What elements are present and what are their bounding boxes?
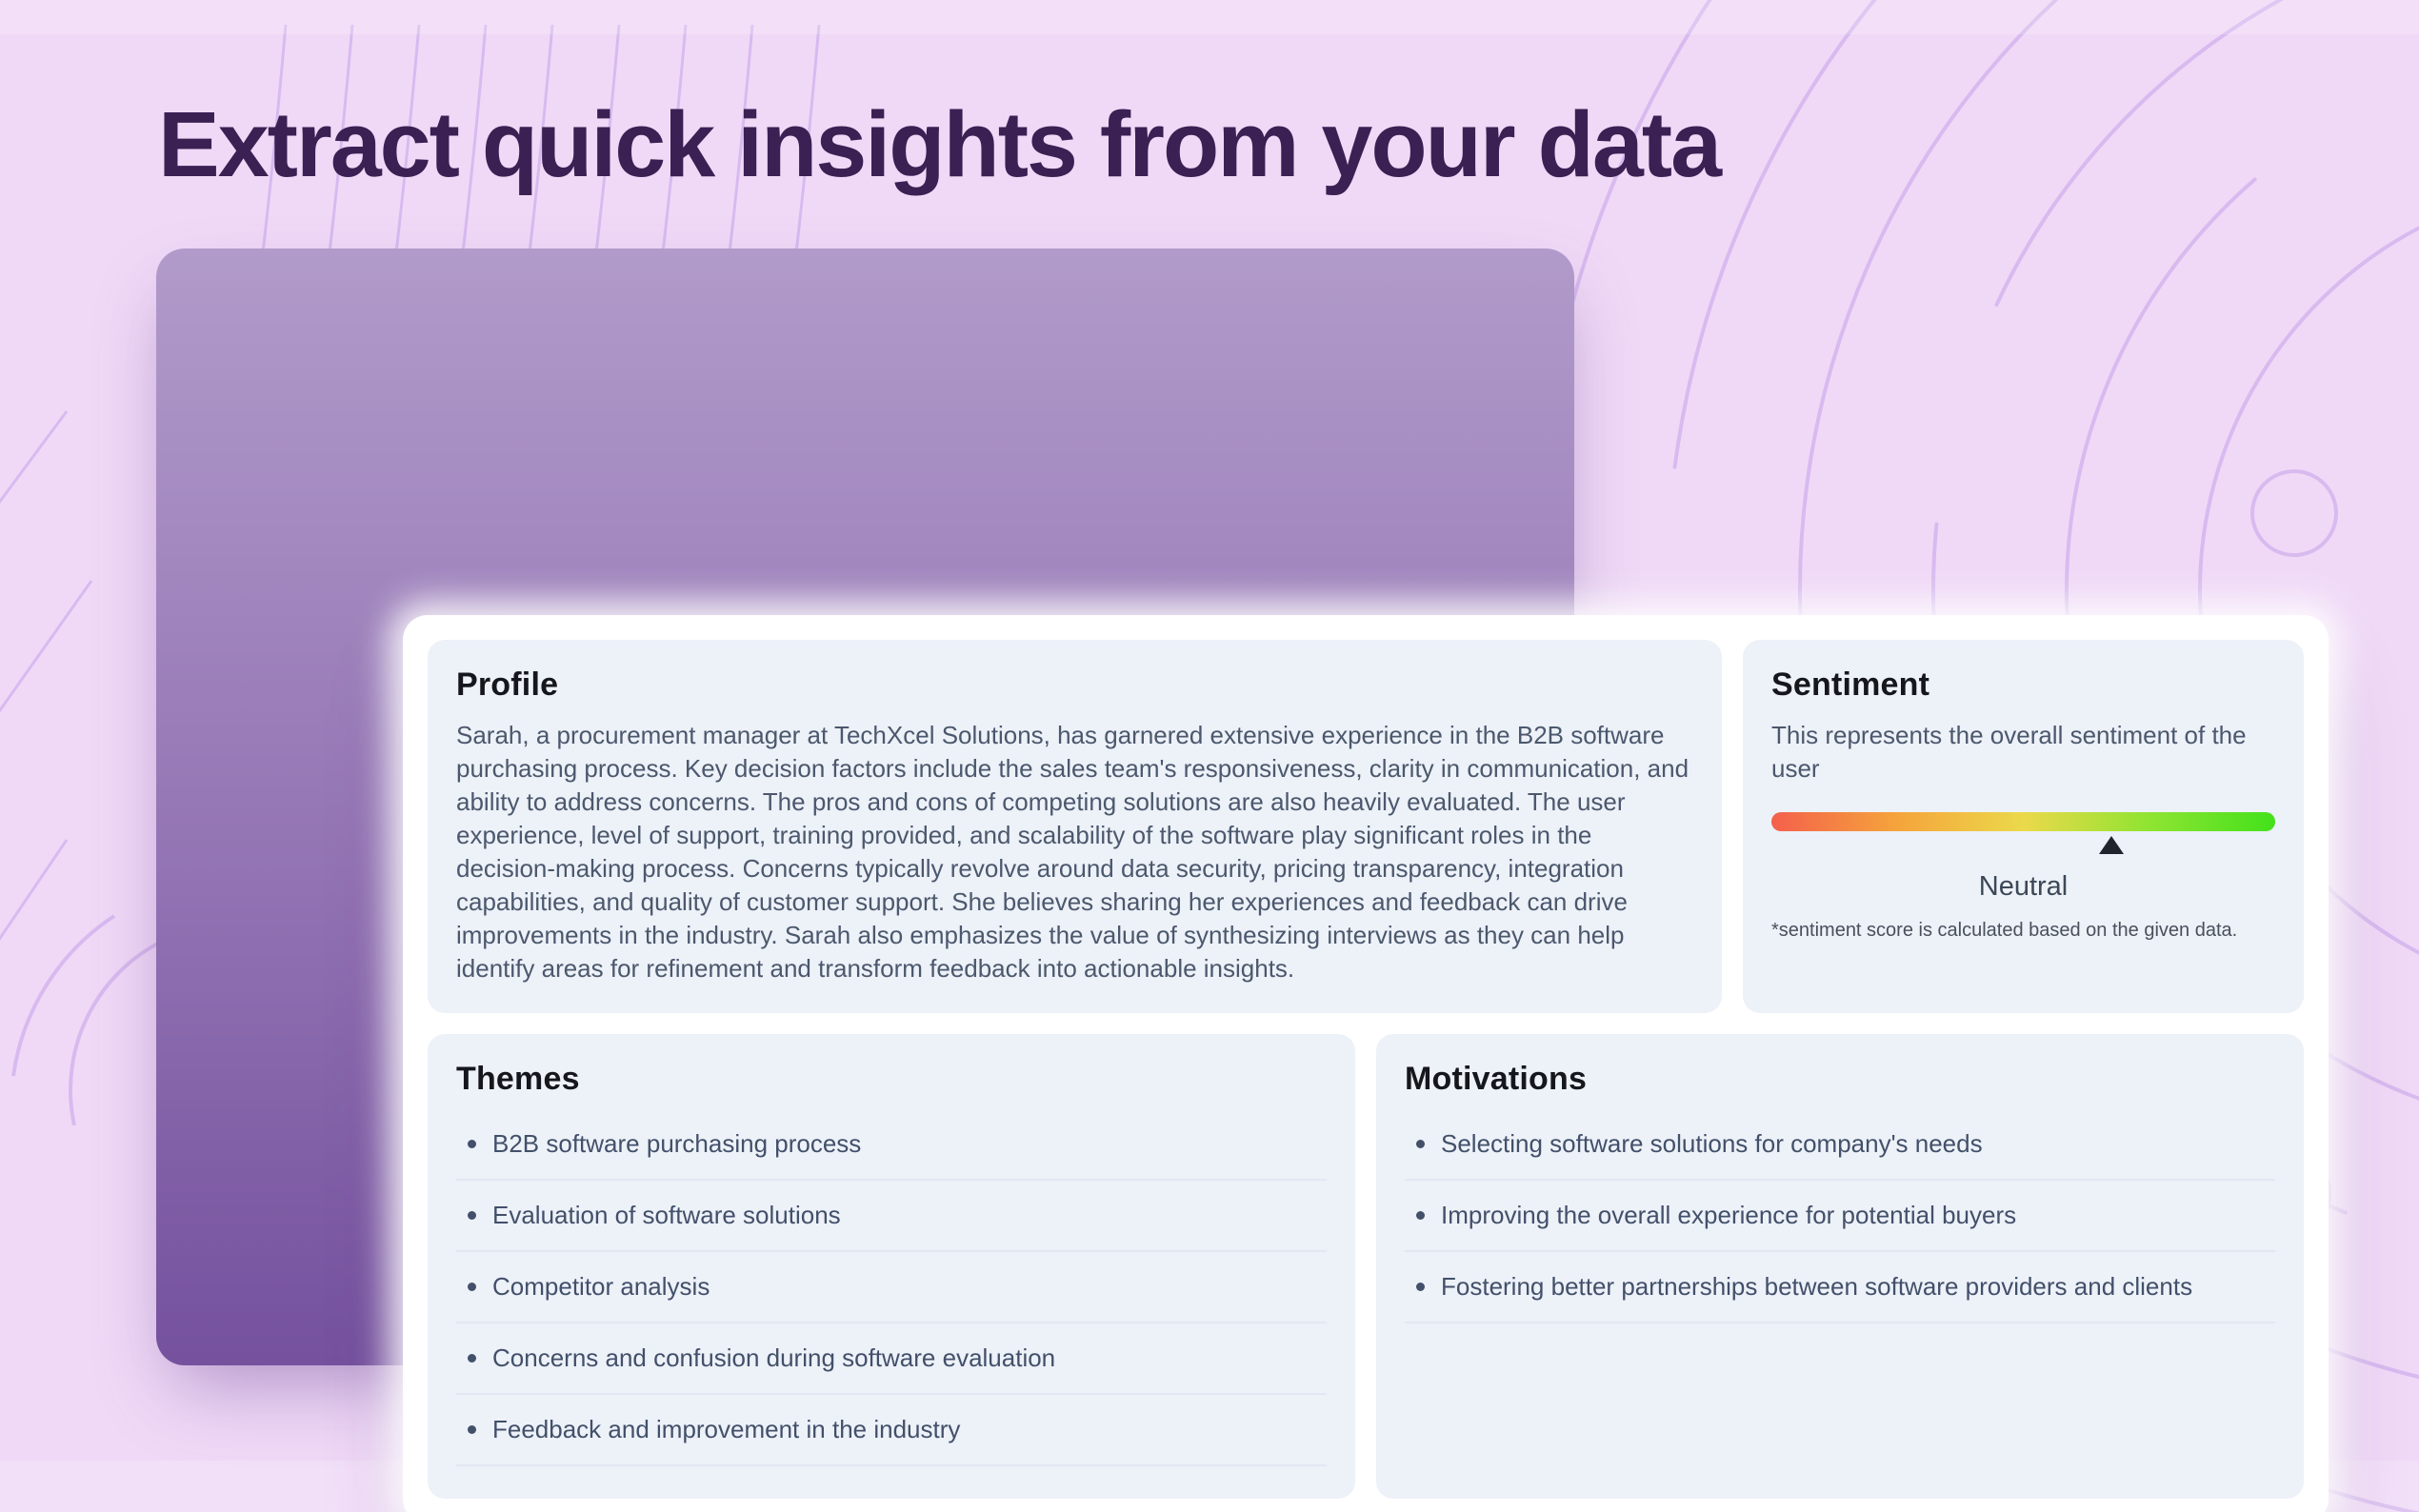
list-item-text: Concerns and confusion during software evaluation: [492, 1343, 1056, 1372]
insights-card: [403, 615, 2329, 1512]
top-row: [428, 640, 2304, 1013]
list-item-text: Fostering better partnerships between software providers and clients: [1441, 1271, 2193, 1301]
list-item: [1405, 1252, 2275, 1323]
profile-section: [428, 640, 1722, 1013]
list-item: [456, 1181, 1327, 1252]
themes-list: [456, 1109, 1327, 1466]
list-item: [1405, 1109, 2275, 1181]
list-item: [456, 1109, 1327, 1181]
profile-heading: Profile: [456, 666, 559, 703]
sentiment-description: This represents the overall sentiment of the user: [1771, 720, 2247, 783]
bottom-row: [428, 1034, 2304, 1499]
list-item-text: Evaluation of software solutions: [492, 1200, 841, 1229]
sentiment-value: Neutral: [1978, 870, 2069, 902]
themes-section: [428, 1034, 1355, 1499]
sentiment-gauge: [1771, 812, 2275, 856]
profile-body: Sarah, a procurement manager at TechXcel Solutions, has garnered extensive experience in the B2B software purchasing process. Key decision factors include the sales team's responsiveness, clarity in communication, and ability to address concerns. The pros and cons of competing solutions are also heavily evaluated. The user experience, level of support, training provided, and scalability of the software play significant roles in the decision-making process. Concerns typically revolve around data security, pricing transparency, integration capabilities, and quality of customer support. She believes sharing her experiences and feedback can drive improvements in the industry. Sarah also emphasizes the value of synthesizing interviews as they can help identify areas for refinement and transform feedback into actionable insights.: [456, 720, 1689, 983]
list-item-text: B2B software purchasing process: [492, 1128, 862, 1158]
motivations-list: [1405, 1109, 2275, 1323]
top-sheen: [0, 0, 2419, 34]
list-item-text: Competitor analysis: [492, 1271, 710, 1301]
list-item: [1405, 1181, 2275, 1252]
sentiment-marker-icon: [2099, 836, 2124, 854]
page-title: Extract quick insights from your data: [158, 92, 1721, 196]
list-item-text: Improving the overall experience for potential buyers: [1441, 1200, 2017, 1229]
motivations-section: [1376, 1034, 2304, 1499]
list-item-text: Feedback and improvement in the industry: [492, 1414, 961, 1443]
sentiment-section: [1743, 640, 2304, 1013]
sentiment-footnote: *sentiment score is calculated based on the given data.: [1771, 919, 2238, 941]
left-lines-decor: [0, 411, 91, 958]
list-item: [456, 1252, 1327, 1323]
sentiment-gradient-bar: [1771, 812, 2275, 831]
motivations-heading: Motivations: [1405, 1061, 1588, 1097]
sentiment-heading: Sentiment: [1771, 666, 1930, 703]
themes-heading: Themes: [456, 1061, 580, 1097]
insights-panel: [156, 249, 2247, 1443]
list-item: [456, 1323, 1327, 1395]
list-item-text: Selecting software solutions for company's needs: [1441, 1128, 1983, 1158]
list-item: [456, 1395, 1327, 1466]
